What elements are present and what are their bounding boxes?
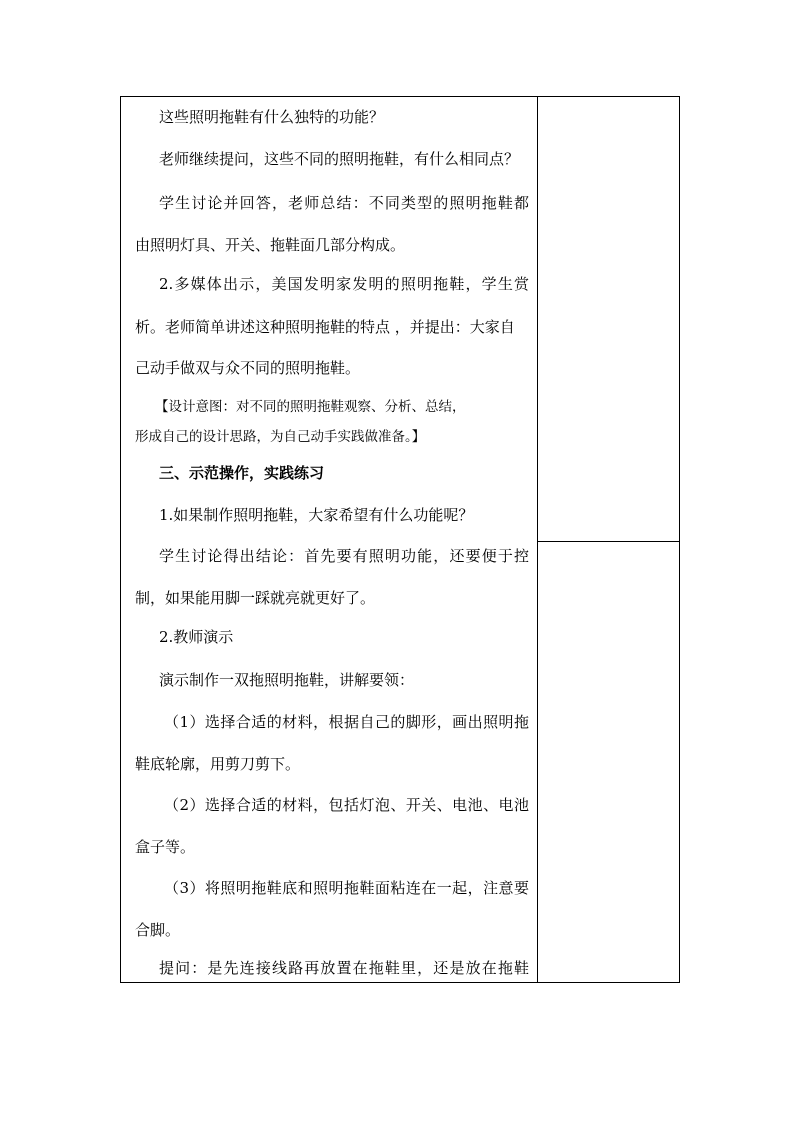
text-line: 2.教师演示 bbox=[159, 628, 234, 646]
text-line: 1.如果制作照明拖鞋，大家希望有什么功能呢？ bbox=[159, 506, 474, 524]
text-line: 析。老师简单讲述这种照明拖鞋的特点 ，并提出：大家自 bbox=[135, 318, 515, 336]
lesson-table bbox=[120, 96, 680, 983]
text-line: 2.多媒体出示，美国发明家发明的照明拖鞋，学生赏 bbox=[159, 275, 529, 293]
design-note-line: 形成自己的设计思路，为自己动手实践做准备。】 bbox=[135, 429, 426, 445]
text-line: 学生讨论并回答，老师总结：不同类型的照明拖鞋都 bbox=[159, 194, 529, 212]
text-line: 盒子等。 bbox=[135, 838, 196, 856]
text-line: 鞋底轮廓，用剪刀剪下。 bbox=[135, 755, 301, 773]
design-note-line: 【设计意图：对不同的照明拖鞋观察、分析、总结， bbox=[155, 399, 466, 415]
text-line: （1）选择合适的材料，根据自己的脚形，画出照明拖 bbox=[164, 713, 529, 731]
text-line: 合脚。 bbox=[135, 921, 181, 939]
text-line: （2）选择合适的材料，包括灯泡、开关、电池、电池 bbox=[164, 796, 529, 814]
section-heading: 三、示范操作，实践练习 bbox=[159, 464, 325, 482]
text-line: 己动手做双与众不同的照明拖鞋。 bbox=[135, 359, 361, 377]
row-divider bbox=[538, 541, 680, 542]
text-line: 这些照明拖鞋有什么独特的功能？ bbox=[159, 108, 385, 126]
text-line: （3）将照明拖鞋底和照明拖鞋面粘连在一起，注意要 bbox=[164, 879, 529, 897]
text-line: 学生讨论得出结论：首先要有照明功能，还要便于控 bbox=[159, 547, 529, 565]
text-line: 提问：是先连接线路再放置在拖鞋里，还是放在拖鞋 bbox=[159, 959, 529, 977]
text-line: 由照明灯具、开关、拖鞋面几部分构成。 bbox=[135, 236, 406, 254]
text-line: 老师继续提问，这些不同的照明拖鞋，有什么相同点？ bbox=[159, 150, 520, 168]
text-line: 制，如果能用脚一踩就亮就更好了。 bbox=[135, 589, 376, 607]
text-line: 演示制作一双拖照明拖鞋，讲解要领： bbox=[159, 671, 415, 689]
column-divider bbox=[537, 97, 538, 982]
